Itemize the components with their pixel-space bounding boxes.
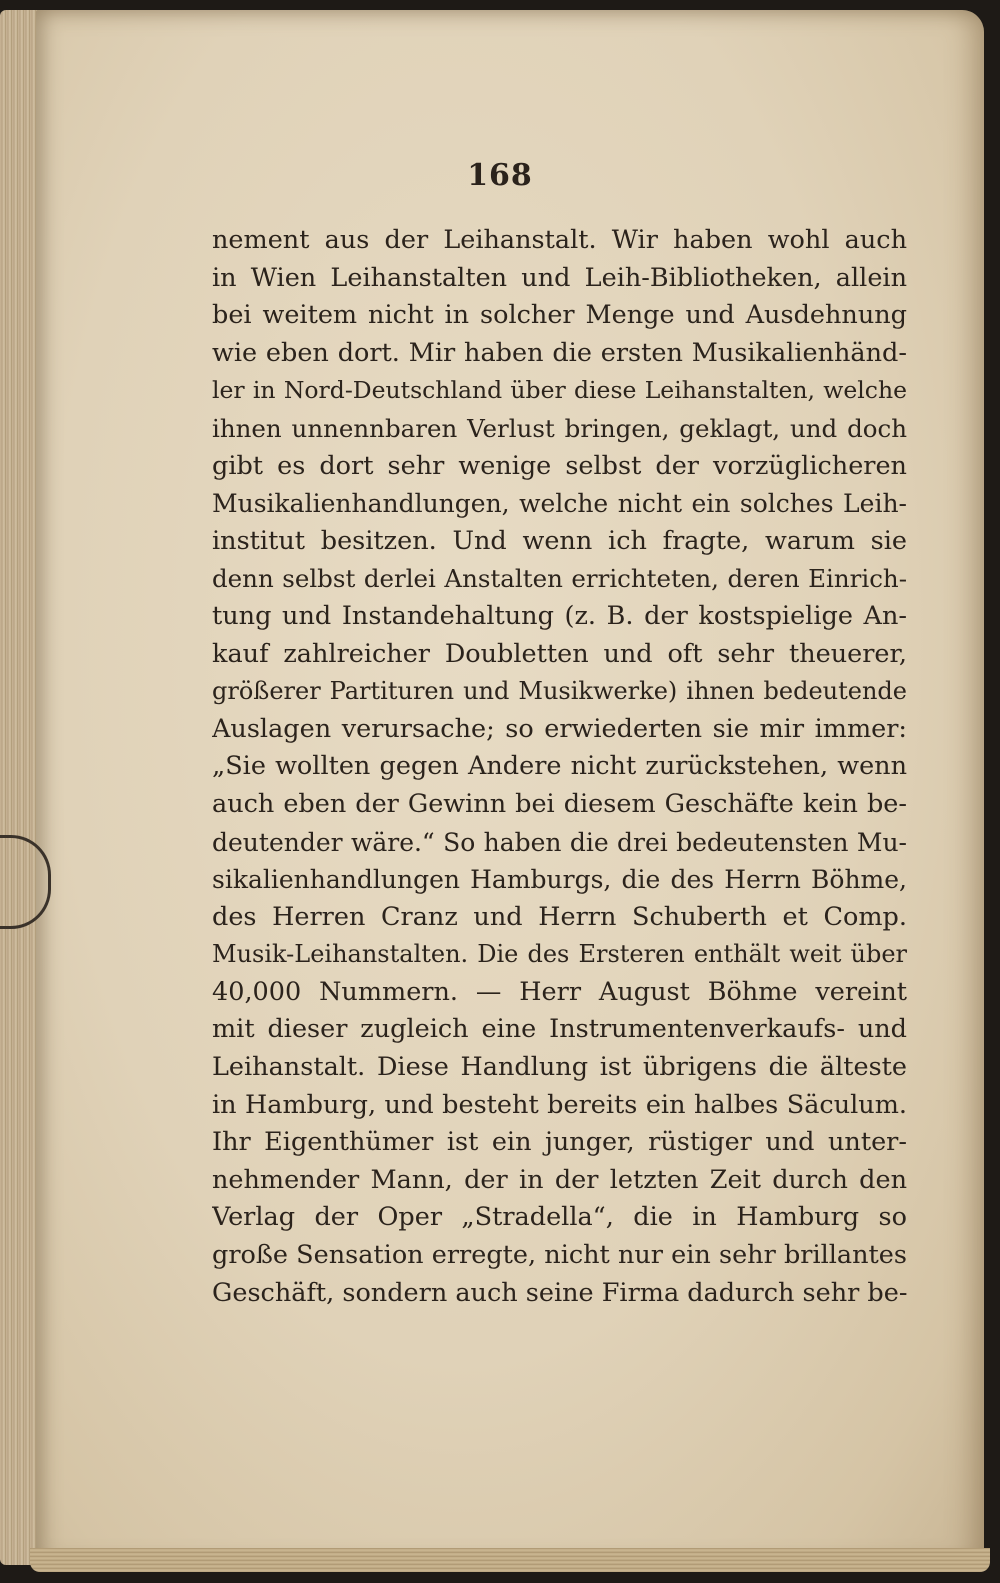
text-line: sikalienhandlungen Hamburgs, die des Herrn Böhme, [212,865,907,895]
page-bottom-edge [30,1548,990,1572]
text-line: des Herren Cranz und Herrn Schuberth et Comp. [212,901,907,932]
text-line: nehmender Mann, der in der letzten Zeit durch den [212,1164,907,1195]
text-line: in Hamburg, und besteht bereits ein halbes Säculum. [212,1089,907,1120]
text-line: Geschäft, sondern auch seine Firma dadurch sehr be- [212,1277,907,1308]
text-line: mit dieser zugleich eine Instrumentenverkaufs- und [212,1014,907,1045]
text-line: Leihanstalt. Diese Handlung ist übrigens die älteste [212,1052,907,1083]
text-line: Ihr Eigenthümer ist ein junger, rüstiger und unter- [212,1127,907,1158]
text-line: „Sie wollten gegen Andere nicht zurückstehen, wenn [212,751,907,782]
text-line: nement aus der Leihanstalt. Wir haben wohl auch [212,225,907,255]
text-line: bei weitem nicht in solcher Menge und Ausdehnung [212,300,907,331]
text-line: Verlag der Oper „Stradella“, die in Hamburg so [212,1202,907,1233]
text-line: 40,000 Nummern. — Herr August Böhme vereint [212,976,907,1007]
text-line: auch eben der Gewinn bei diesem Geschäfte kein be- [212,788,907,819]
body-text [212,222,907,1312]
text-line: gibt es dort sehr wenige selbst der vorzüglicheren [212,450,907,481]
text-line: Musik-Leihanstalten. Die des Ersteren enthält weit über [212,940,907,969]
text-line: tung und Instandehaltung (z. B. der kostspielige An- [212,600,907,631]
text-line: kauf zahlreicher Doubletten und oft sehr theuerer, [212,638,907,669]
text-line: große Sensation erregte, nicht nur ein sehr brillantes [212,1240,907,1271]
text-line: Musikalienhandlungen, welche nicht ein solches Leih- [212,489,907,519]
text-line: ihnen unnennbaren Verlust bringen, geklagt, und doch [212,413,907,443]
page-stack-edge [0,10,40,1565]
text-line: ler in Nord-Deutschland über diese Leihanstalten, welche [212,376,907,405]
text-line: Auslagen verursache; so erwiederten sie mir immer: [212,713,907,744]
page-number: 168 [467,158,533,193]
text-line: institut besitzen. Und wenn ich fragte, warum sie [212,525,907,556]
text-line: wie eben dort. Mir haben die ersten Musikalienhänd- [212,337,907,368]
text-line: größerer Partituren und Musikwerke) ihnen bedeutende [212,677,907,706]
text-line: denn selbst derlei Anstalten errichteten, deren Einrich- [212,564,907,594]
text-line: deutender wäre.“ So haben die drei bedeutensten Mu- [212,827,907,857]
text-line: in Wien Leihanstalten und Leih-Bibliotheken, allein [212,262,907,293]
